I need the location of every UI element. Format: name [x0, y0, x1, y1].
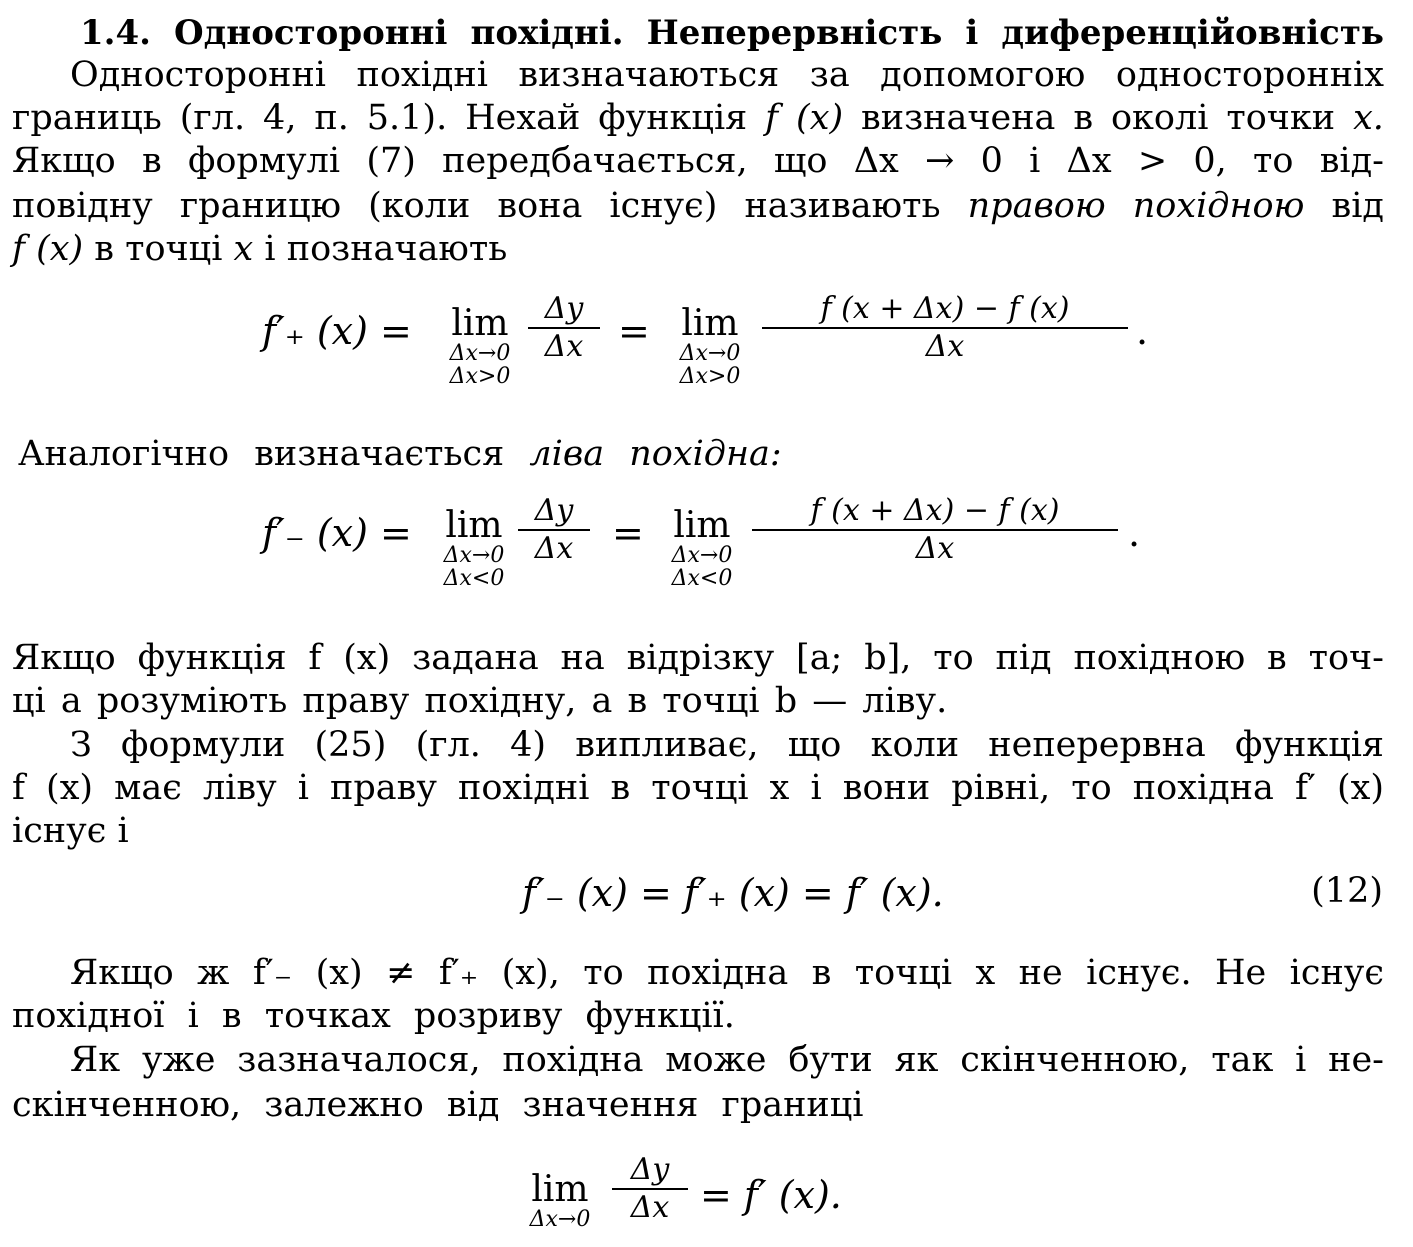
- text: границь (гл. 4, п. 5.1). Нехай функція: [12, 98, 748, 138]
- lim-word: lim: [681, 303, 739, 344]
- text: повідну границю (коли вона існує) називають: [12, 186, 941, 226]
- numerator: Δy: [630, 1152, 670, 1187]
- math-fx: f (x): [12, 229, 84, 269]
- text: Аналогічно визначається: [18, 434, 505, 474]
- lim-sub-2: Δx<0: [671, 566, 733, 592]
- paragraph-5-line-1: Якщо ж f′₋ (x) ≠ f′₊ (x), то похідна в точці x не існує. Не існує: [70, 953, 1384, 993]
- eq1-period: .: [1136, 309, 1149, 353]
- term-right-derivative: правою похідною: [967, 186, 1305, 226]
- lim-sub-1: Δx→0: [679, 341, 741, 366]
- paragraph-1-line-3: Якщо в формулі (7) передбачається, що Δx → 0 і Δx > 0, то від-: [12, 141, 1384, 181]
- eq1-lim-1: [420, 303, 540, 390]
- paragraph-6-line-1: Як уже зазначалося, похідна може бути як скінченною, так і не-: [70, 1040, 1384, 1080]
- denominator: Δx: [925, 329, 965, 364]
- eq2-fraction-2: [752, 493, 1118, 566]
- lim-sub: Δx→0: [529, 1207, 591, 1232]
- eq4-lim: [500, 1169, 620, 1232]
- lim-word: lim: [451, 303, 509, 344]
- denominator: Δx: [630, 1190, 670, 1225]
- eq1-lhs: f′₊ (x) =: [262, 309, 412, 353]
- section-heading: 1.4. Односторонні похідні. Неперервність і диференційовність: [80, 13, 1384, 53]
- paragraph-4-line-2: f (x) має ліву і праву похідні в точці x і вони рівні, то похідна f′ (x): [12, 768, 1384, 808]
- eq1-equals: =: [618, 309, 650, 353]
- eq2-lhs: f′₋ (x) =: [262, 511, 412, 555]
- paragraph-4-line-1: З формули (25) (гл. 4) випливає, що коли неперервна функція: [70, 725, 1384, 765]
- math-x: x.: [1353, 98, 1384, 138]
- text: від: [1331, 186, 1384, 226]
- eq1-fraction-1: [528, 291, 600, 364]
- lim-sub-2: Δx<0: [443, 566, 505, 592]
- eq1-lim-2: [650, 303, 770, 390]
- eq4-fraction: [612, 1152, 688, 1225]
- numerator: f (x + Δx) − f (x): [820, 291, 1070, 326]
- denominator: Δx: [544, 329, 584, 364]
- paragraph-1-line-4: [12, 186, 1384, 226]
- eq2-lim-2: [642, 505, 762, 592]
- lim-word: lim: [445, 505, 503, 546]
- math-fx: f (x): [765, 98, 844, 138]
- math-x: x: [233, 229, 254, 269]
- paragraph-5-line-2: похідної і в точках розриву функції.: [12, 996, 735, 1036]
- lim-sub-2: Δx>0: [449, 364, 511, 390]
- lim-sub-1: Δx→0: [671, 543, 733, 568]
- eq4-rhs: = f′ (x).: [700, 1173, 842, 1217]
- eq2-fraction-1: [518, 493, 590, 566]
- paragraph-1-line-2: [12, 98, 1384, 138]
- equation-number: (12): [1311, 871, 1383, 911]
- denominator: Δx: [915, 531, 955, 566]
- lim-sub-1: Δx→0: [449, 341, 511, 366]
- eq1-fraction-2: [762, 291, 1128, 364]
- eq2-equals: =: [612, 511, 644, 555]
- paragraph-3-line-2: ці a розуміють праву похідну, а в точці b — ліву.: [12, 681, 948, 721]
- paragraph-3-line-1: Якщо функція f (x) задана на відрізку [a; b], то під похідною в точ-: [12, 638, 1384, 678]
- equation-12: f′₋ (x) = f′₊ (x) = f′ (x).: [522, 871, 944, 915]
- paragraph-6-line-2: скінченною, залежно від значення границі: [12, 1085, 864, 1125]
- paragraph-1-line-5: [12, 229, 508, 269]
- paragraph-4-line-3: існує і: [12, 811, 129, 851]
- lim-word: lim: [531, 1169, 589, 1210]
- term-left-derivative: ліва похідна:: [529, 434, 782, 474]
- lim-sub-1: Δx→0: [443, 543, 505, 568]
- text: визначена в околі точки: [861, 98, 1336, 138]
- numerator: f (x + Δx) − f (x): [810, 493, 1060, 528]
- text: в точці: [94, 229, 223, 269]
- paragraph-2: [18, 434, 782, 474]
- eq2-period: .: [1128, 511, 1141, 555]
- lim-word: lim: [673, 505, 731, 546]
- numerator: Δy: [534, 493, 574, 528]
- paragraph-1-line-1: Односторонні похідні визначаються за допомогою односторонніх: [70, 55, 1384, 95]
- text: і позначають: [264, 229, 508, 269]
- numerator: Δy: [544, 291, 584, 326]
- eq2-lim-1: [414, 505, 534, 592]
- denominator: Δx: [534, 531, 574, 566]
- lim-sub-2: Δx>0: [679, 364, 741, 390]
